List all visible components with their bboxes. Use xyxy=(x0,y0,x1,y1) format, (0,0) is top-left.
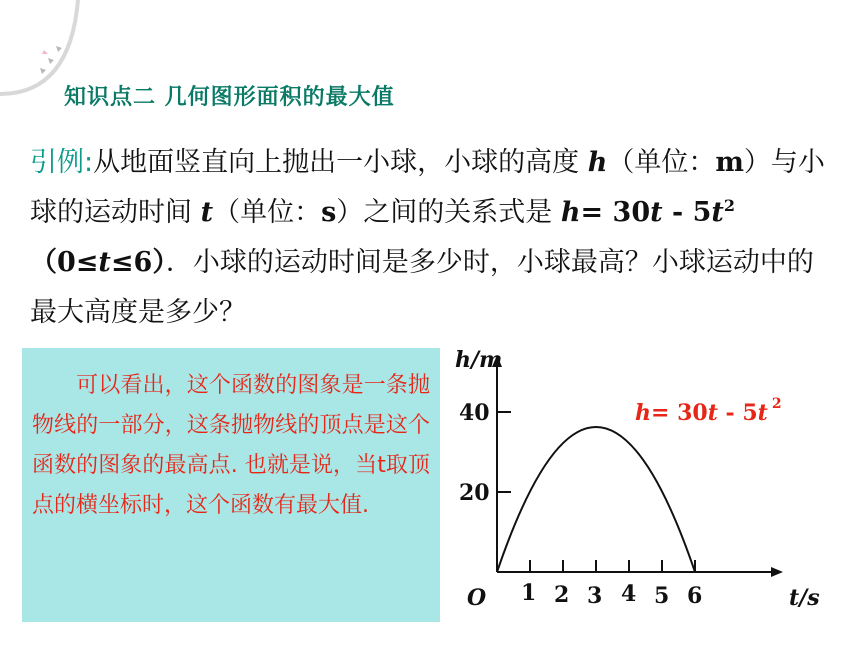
x-tick-label-2: 2 xyxy=(554,582,570,608)
formula-h: h xyxy=(635,400,651,426)
formula-t1: t xyxy=(707,400,718,426)
intro-text-4: （单位： xyxy=(213,197,322,228)
formula-t2: t xyxy=(757,400,768,426)
parabola-graph xyxy=(445,335,845,615)
y-axis-label: h/m xyxy=(455,347,503,373)
intro-lead: 引例: xyxy=(30,147,94,178)
range-close: ≤6） xyxy=(110,247,166,278)
eq-t2: t xyxy=(711,197,724,228)
eq-exponent: 2 xyxy=(723,196,736,215)
x-tick-label-4: 4 xyxy=(621,581,637,607)
intro-text-5: ）之间的关系式是 xyxy=(336,197,561,228)
graph-formula xyxy=(635,396,782,426)
unit-s: s xyxy=(321,197,337,228)
intro-text-1: 从地面竖直向上抛出一小球，小球的高度 xyxy=(93,147,588,178)
x-tick-label-6: 6 xyxy=(687,583,703,609)
y-tick-label-20: 20 xyxy=(459,480,490,506)
range-open: （0≤ xyxy=(30,247,99,278)
origin-label: O xyxy=(467,585,487,611)
x-axis-arrow xyxy=(771,567,783,577)
eq-mid: = 30 xyxy=(580,197,651,228)
eq-t1: t xyxy=(650,197,663,228)
note-text: 可以看出，这个函数的图象是一条抛物线的一部分，这条抛物线的顶点是这个函数的图象的最高点. 也就是说，当t取顶点的横坐标时，这个函数有最大值. xyxy=(32,373,430,518)
formula-minus: - 5 xyxy=(717,400,758,426)
eq-minus: - 5 xyxy=(662,197,712,228)
intro-text-2: （单位： xyxy=(607,147,716,178)
problem-paragraph xyxy=(30,138,840,338)
section-title: 知识点二 几何图形面积的最大值 xyxy=(64,85,395,110)
y-tick-label-40: 40 xyxy=(459,400,490,426)
intro-text-6: ．小球的运动时间是多少时，小球最高？小球运动中的最大高度是多少？ xyxy=(30,247,814,328)
var-h: h xyxy=(587,147,608,178)
x-tick-label-1: 1 xyxy=(521,580,537,606)
var-t: t xyxy=(200,197,214,228)
unit-m: m xyxy=(715,147,744,178)
formula-exponent: 2 xyxy=(771,396,782,412)
parabola-curve xyxy=(497,427,695,572)
eq-h: h xyxy=(560,197,581,228)
range-t: t xyxy=(98,247,111,278)
x-tick-label-5: 5 xyxy=(654,583,670,609)
formula-mid: = 30 xyxy=(651,400,708,426)
x-tick-label-3: 3 xyxy=(587,583,603,609)
x-axis-label: t/s xyxy=(789,585,820,611)
intro-text-3: ）与小球的运动时间 xyxy=(30,147,825,228)
note-box xyxy=(22,348,440,622)
